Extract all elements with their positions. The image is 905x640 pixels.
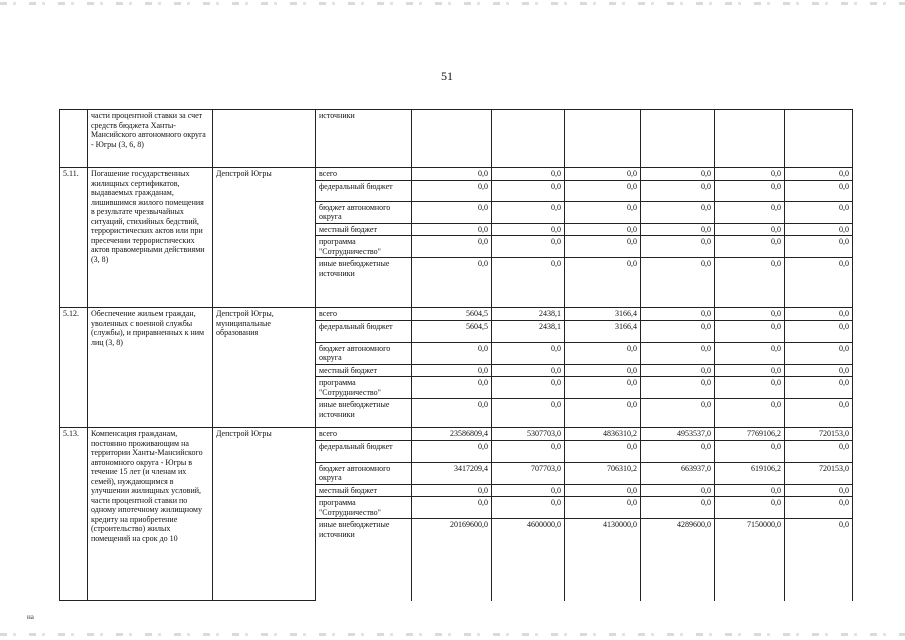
- amount-cell: 0,0: [641, 258, 715, 308]
- amount-cell: 0,0: [565, 364, 641, 377]
- amount-cell: 7150000,0: [715, 519, 785, 601]
- amount-cell: 0,0: [715, 236, 785, 258]
- funding-source: источники: [316, 110, 412, 168]
- amount-cell: 4600000,0: [492, 519, 565, 601]
- amount-cell: 0,0: [565, 258, 641, 308]
- amount-cell: 0,0: [492, 180, 565, 201]
- funding-source: иные внебюджетные источники: [316, 519, 412, 601]
- amount-cell: 0,0: [715, 342, 785, 364]
- amount-cell: 0,0: [412, 168, 492, 181]
- funding-source: иные внебюджетные источники: [316, 399, 412, 428]
- amount-cell: 0,0: [641, 320, 715, 342]
- amount-cell: 0,0: [412, 223, 492, 236]
- funding-source: программа "Сотрудничество": [316, 497, 412, 519]
- amount-cell: 0,0: [412, 399, 492, 428]
- item-description: Компенсация гражданам, постоянно проживающим на территории Ханты-Мансийского автономного округа - Югры в течение 15 лет (и членам их семей), нуждающимся в улучшении жилищных условий, части процентной ставки по одному ипотечному жилищному кредиту на приобретение (строительство) жилых помещений на срок до 10: [88, 428, 213, 601]
- amount-cell: [412, 110, 492, 168]
- item-number: 5.13.: [60, 428, 88, 601]
- amount-cell: 0,0: [492, 236, 565, 258]
- amount-cell: 0,0: [412, 201, 492, 223]
- amount-cell: 0,0: [785, 399, 853, 428]
- amount-cell: 0,0: [785, 201, 853, 223]
- funding-source: местный бюджет: [316, 223, 412, 236]
- amount-cell: 0,0: [641, 440, 715, 462]
- amount-cell: 0,0: [785, 320, 853, 342]
- item-executor: Депстрой Югры, муниципальные образования: [213, 308, 316, 428]
- amount-cell: 0,0: [492, 168, 565, 181]
- amount-cell: 0,0: [412, 440, 492, 462]
- amount-cell: 0,0: [565, 201, 641, 223]
- amount-cell: 0,0: [412, 497, 492, 519]
- amount-cell: 0,0: [715, 258, 785, 308]
- amount-cell: 0,0: [785, 364, 853, 377]
- amount-cell: 0,0: [492, 377, 565, 399]
- amount-cell: 720153,0: [785, 462, 853, 484]
- amount-cell: 0,0: [492, 364, 565, 377]
- amount-cell: 0,0: [412, 258, 492, 308]
- amount-cell: 3417209,4: [412, 462, 492, 484]
- amount-cell: 0,0: [785, 223, 853, 236]
- amount-cell: 706310,2: [565, 462, 641, 484]
- amount-cell: 0,0: [641, 377, 715, 399]
- amount-cell: 707703,0: [492, 462, 565, 484]
- amount-cell: 0,0: [492, 223, 565, 236]
- amount-cell: 0,0: [715, 308, 785, 321]
- amount-cell: [785, 110, 853, 168]
- table-row: [60, 168, 853, 181]
- funding-source: федеральный бюджет: [316, 440, 412, 462]
- amount-cell: 0,0: [785, 168, 853, 181]
- funding-source: всего: [316, 308, 412, 321]
- amount-cell: 0,0: [715, 168, 785, 181]
- amount-cell: 0,0: [492, 497, 565, 519]
- amount-cell: 0,0: [565, 180, 641, 201]
- amount-cell: 7769106,2: [715, 428, 785, 441]
- item-description: Погашение государственных жилищных сертификатов, выдаваемых гражданам, лишившимся жилого помещения в результате чрезвычайных ситуаций, стихийных бедствий, террористических актов или при пресечении террористических актов правомерными действиями (3, 8): [88, 168, 213, 308]
- amount-cell: 0,0: [565, 223, 641, 236]
- amount-cell: 0,0: [492, 342, 565, 364]
- item-number: [60, 110, 88, 168]
- amount-cell: 3166,4: [565, 308, 641, 321]
- funding-source: всего: [316, 168, 412, 181]
- amount-cell: 0,0: [492, 399, 565, 428]
- amount-cell: 0,0: [641, 497, 715, 519]
- funding-source: местный бюджет: [316, 484, 412, 497]
- amount-cell: 0,0: [412, 364, 492, 377]
- amount-cell: 0,0: [715, 497, 785, 519]
- amount-cell: 0,0: [492, 440, 565, 462]
- amount-cell: 0,0: [715, 364, 785, 377]
- funding-source: местный бюджет: [316, 364, 412, 377]
- amount-cell: 0,0: [412, 236, 492, 258]
- amount-cell: 0,0: [715, 201, 785, 223]
- amount-cell: 0,0: [641, 308, 715, 321]
- amount-cell: [715, 110, 785, 168]
- amount-cell: 0,0: [785, 308, 853, 321]
- amount-cell: 0,0: [785, 519, 853, 601]
- amount-cell: 0,0: [715, 180, 785, 201]
- amount-cell: 0,0: [641, 236, 715, 258]
- amount-cell: 0,0: [492, 201, 565, 223]
- financing-table: [59, 109, 853, 601]
- amount-cell: 0,0: [715, 320, 785, 342]
- amount-cell: 0,0: [412, 342, 492, 364]
- amount-cell: 0,0: [715, 223, 785, 236]
- amount-cell: 0,0: [715, 399, 785, 428]
- item-number: 5.11.: [60, 168, 88, 308]
- amount-cell: 0,0: [785, 236, 853, 258]
- amount-cell: 0,0: [565, 168, 641, 181]
- amount-cell: 0,0: [565, 236, 641, 258]
- amount-cell: 0,0: [565, 440, 641, 462]
- amount-cell: 5604,5: [412, 308, 492, 321]
- amount-cell: 23586809,4: [412, 428, 492, 441]
- amount-cell: 0,0: [715, 377, 785, 399]
- item-executor: Депстрой Югры: [213, 168, 316, 308]
- amount-cell: 0,0: [715, 440, 785, 462]
- amount-cell: 0,0: [641, 364, 715, 377]
- amount-cell: 4130000,0: [565, 519, 641, 601]
- amount-cell: 0,0: [641, 399, 715, 428]
- funding-source: иные внебюджетные источники: [316, 258, 412, 308]
- table-row: [60, 308, 853, 321]
- item-number: 5.12.: [60, 308, 88, 428]
- amount-cell: 0,0: [565, 484, 641, 497]
- funding-source: программа "Сотрудничество": [316, 236, 412, 258]
- funding-source: всего: [316, 428, 412, 441]
- amount-cell: 0,0: [412, 180, 492, 201]
- amount-cell: 0,0: [785, 377, 853, 399]
- table-row: [60, 428, 853, 441]
- amount-cell: 3166,4: [565, 320, 641, 342]
- margin-mark: на: [27, 613, 34, 621]
- amount-cell: 2438,1: [492, 308, 565, 321]
- table-row: [60, 110, 853, 168]
- amount-cell: 0,0: [785, 497, 853, 519]
- amount-cell: [492, 110, 565, 168]
- amount-cell: 0,0: [565, 399, 641, 428]
- amount-cell: 720153,0: [785, 428, 853, 441]
- item-executor: Депстрой Югры: [213, 428, 316, 601]
- amount-cell: 5307703,0: [492, 428, 565, 441]
- amount-cell: 0,0: [785, 258, 853, 308]
- amount-cell: 0,0: [412, 484, 492, 497]
- amount-cell: 0,0: [412, 377, 492, 399]
- funding-source: федеральный бюджет: [316, 320, 412, 342]
- funding-source: бюджет автономного округа: [316, 342, 412, 364]
- amount-cell: 0,0: [641, 201, 715, 223]
- item-description: части процентной ставки за счет средств бюджета Ханты-Мансийского автономного округа - Югры (3, 6, 8): [88, 110, 213, 168]
- amount-cell: 0,0: [785, 180, 853, 201]
- funding-source: бюджет автономного округа: [316, 201, 412, 223]
- amount-cell: 4953537,0: [641, 428, 715, 441]
- item-description: Обеспечение жильем граждан, уволенных с военной службы (службы), и приравненных к ним лиц (3, 8): [88, 308, 213, 428]
- funding-source: федеральный бюджет: [316, 180, 412, 201]
- amount-cell: [641, 110, 715, 168]
- amount-cell: 20169600,0: [412, 519, 492, 601]
- amount-cell: 4289600,0: [641, 519, 715, 601]
- funding-source: бюджет автономного округа: [316, 462, 412, 484]
- amount-cell: 0,0: [492, 258, 565, 308]
- amount-cell: [565, 110, 641, 168]
- amount-cell: 5604,5: [412, 320, 492, 342]
- amount-cell: 619106,2: [715, 462, 785, 484]
- amount-cell: 4836310,2: [565, 428, 641, 441]
- amount-cell: 0,0: [641, 484, 715, 497]
- amount-cell: 0,0: [565, 497, 641, 519]
- amount-cell: 0,0: [785, 440, 853, 462]
- funding-source: программа "Сотрудничество": [316, 377, 412, 399]
- amount-cell: 0,0: [641, 223, 715, 236]
- item-executor: [213, 110, 316, 168]
- amount-cell: 0,0: [641, 168, 715, 181]
- amount-cell: 0,0: [715, 484, 785, 497]
- scan-edge-bottom: [0, 633, 905, 636]
- amount-cell: 0,0: [785, 342, 853, 364]
- scan-edge-top: [0, 2, 905, 5]
- amount-cell: 0,0: [492, 484, 565, 497]
- amount-cell: 0,0: [565, 342, 641, 364]
- amount-cell: 0,0: [641, 342, 715, 364]
- amount-cell: 0,0: [641, 180, 715, 201]
- amount-cell: 2438,1: [492, 320, 565, 342]
- amount-cell: 0,0: [565, 377, 641, 399]
- amount-cell: 0,0: [785, 484, 853, 497]
- amount-cell: 663937,0: [641, 462, 715, 484]
- page-number: 51: [441, 69, 453, 83]
